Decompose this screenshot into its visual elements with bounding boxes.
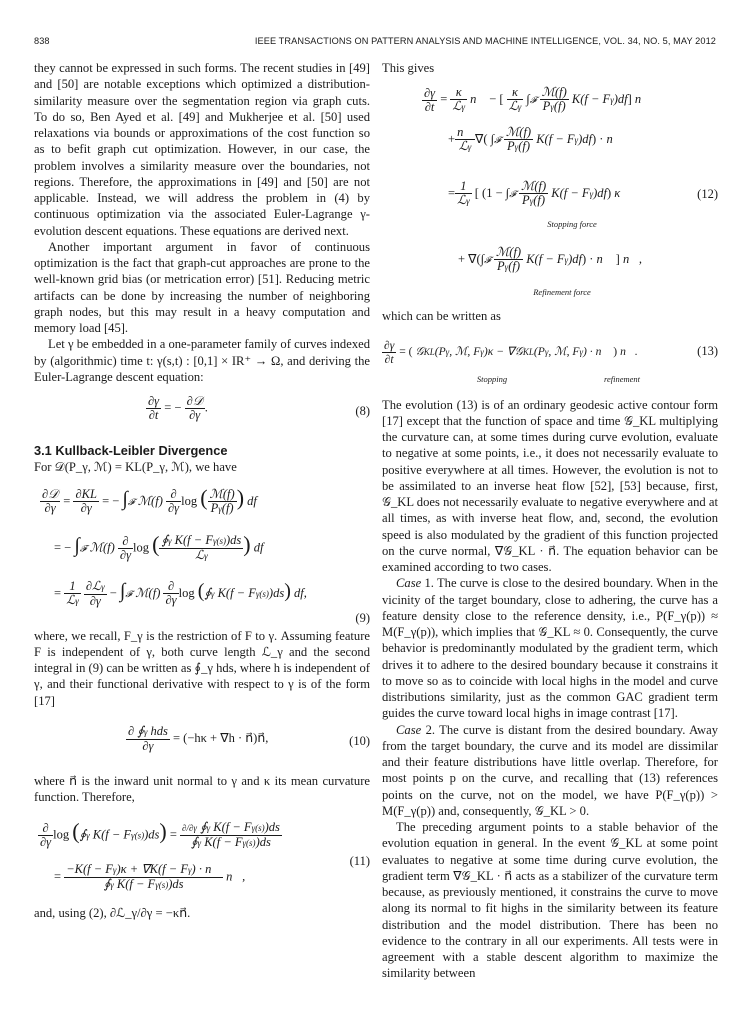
section-title: 3.1 Kullback-Leibler Divergence <box>34 443 228 458</box>
left-paragraph-6: where n⃗ is the inward unit normal to γ and κ its mean curvature function. Therefore, <box>34 773 370 804</box>
equation-9-line-1: $\frac{\text{∂𝒟}}{\partial\gamma}$ = $\frac{\partial KL}{\partial\gamma}$ = − ∫𝓕 ℳ(f) $\frac{\partial}{\partial\gamma}$ log ( $\frac{\text{ℳ(f)}}{P\gamma(f)}$ ) df <box>42 484 257 515</box>
equation-12-line-2: + $\frac{n⃗}{\text{ℒγ}}$ ∇( ∫𝓕 $\frac{\text{ℳ(f)}}{P\gamma(f)}$ K(f − Fγ)df) · n⃗ <box>448 125 623 154</box>
left-paragraph-2: Another important argument in favor of continuous optimization is the fact that graph-cut approaches are prone to the well-known grid bias (or metrication error) [51]. Reducing metric artifacts can be done by increasing the number of neighboring graph nodes, but this may result in a heavy computation and memory load [45]. <box>34 239 370 335</box>
equation-10-body: $\frac{\text{∂ ∮γ hds}}{\partial\gamma}$ = (−hκ + ∇h · n⃗)n⃗, <box>128 723 269 753</box>
left-paragraph-7: and, using (2), ∂ℒ_γ/∂γ = −κn⃗. <box>34 906 191 921</box>
left-paragraph-4: For 𝒟(P_γ, ℳ) = KL(P_γ, ℳ), we have <box>34 460 237 475</box>
equation-9-line-3: = $\frac{1}{\text{ℒγ}}$ $\frac{\text{∂ℒγ}}{\partial\gamma}$ − ∫𝓕 ℳ(f) $\frac{\partial}{\partial\gamma}$ log (∮γ K(f − Fγ(s))ds) df, <box>54 578 307 608</box>
refinement-force-label: Refinement force <box>533 287 591 298</box>
case-2-label: Case <box>396 722 422 737</box>
stopping-force-label: Stopping force <box>547 219 597 230</box>
left-paragraph-3: Let γ be embedded in a one-parameter family of curves indexed by (algorithmic) time t: γ(s,t) : [0,1] × IR⁺ → Ω, and deriving the Euler-Lagrange descent equation: <box>34 337 370 384</box>
equation-10-number: (10) <box>349 733 370 748</box>
right-paragraph-1: This gives <box>382 61 435 75</box>
equation-8-number: (8) <box>355 404 370 418</box>
equation-12 <box>382 76 718 308</box>
stopping-label: Stopping <box>476 373 508 384</box>
equation-8 <box>34 385 370 435</box>
equation-13 <box>382 325 718 397</box>
equation-11-line-2: = $\frac{-K(f - F\gamma)\kappa + \nabla K(f - F\gamma) \cdot n⃗}{\text{∮γ K(f − Fγ(s))ds}}$ n⃗, <box>54 862 246 892</box>
equation-9 <box>34 476 370 628</box>
right-paragraph-6: The preceding argument points to a stable behavior of the evolution equation in general. In the event 𝒢_KL at some point evaluates to negative at some time during curve evolution, the gradient term ∇𝒢_KL · n⃗ acts as a stabilizer of the curvature term because, as previously mentioned, it constrains the curve to move along its normal to fit highs in the similarity between its feature distribution and the model distribution. There has been no evidence to the contrary in all our experiments. All tests were in agreement with a stable descent algorithm to maximize the similarity between <box>382 820 718 981</box>
right-paragraph-case-2 <box>382 722 718 820</box>
equation-10 <box>34 709 370 773</box>
equation-11 <box>34 805 370 905</box>
equation-12-line-1: $\frac{\partial\gamma}{\partial t}$ = $\frac{\kappa}{\text{ℒγ}}$ n⃗ − [ $\frac{\kappa}{\text{ℒγ}}$ ∫𝓕 $\frac{\text{ℳ(f)}}{P\gamma(f)}$ K(f − Fγ)df] n⃗ <box>424 85 651 114</box>
equation-11-line-1: $\frac{\partial}{\partial\gamma}$ log (∮γ K(f − Fγ(s))ds) = $\frac{\text{∂/∂γ ∮γ K(f − Fγ(s))ds}}{\text{∮γ K(f − Fγ(s))ds}}$ <box>40 818 280 850</box>
left-paragraph-1: they cannot be expressed in such forms. The recent studies in [49] and [50] are notable exceptions which optimized a distribution-similarity measure over the segmentation region via graph cuts. To do so, Ben Ayed et al. [49] and Mukherjee et al. [50] used relaxations via bounds or approximations of the cost function so as to befit graph cut optimization. However, in our case, the problem involves a similarity measure over the boundaries, not regions. Therefore, the approximations in [49] and [50] are not applicable. Instead, we will address the problem in (4) by continuous optimization via the associated Euler-Lagrange γ-evolution descent equations. These equations are derived next. <box>34 61 370 238</box>
page-number: 838 <box>34 36 50 46</box>
equation-12-line-3: = $\frac{1}{\text{ℒγ}}$ [ (1 − ∫𝓕 $\frac{\text{ℳ(f)}}{P\gamma(f)}$ K(f − Fγ)df) κ <box>448 179 621 208</box>
page-header <box>34 36 716 50</box>
left-paragraph-5: where, we recall, F_γ is the restriction of F to γ. Assuming feature F is independent of γ, both curve length ℒ_γ and the second integral in (9) can be written as ∮_γ hds, where h is independent of γ, and their functional derivative with respect to γ is of the form [17] <box>34 628 370 708</box>
right-column <box>382 60 718 982</box>
case-1-label: Case <box>396 576 422 591</box>
case-2-text: 2. The curve is distant from the desired boundary. Away from the target boundary, the curve and its model are dissimilar and their feature distributions have little overlap. Therefore, for most points p on the curve, and recalling that (13) references points on the curve, not on the model, we have P(F_γ(p)) > M(F_γ(p)) and, consequently, 𝒢_KL > 0. <box>382 722 718 818</box>
equation-13-number: (13) <box>697 343 718 358</box>
equation-13-body: $\frac{\partial\gamma}{\partial t}$ = ( 𝒢KL(Pγ, ℳ, Fγ)κ − ∇𝒢KL(Pγ, ℳ, Fγ) · n⃗ ) n⃗. <box>384 338 638 366</box>
running-head: IEEE TRANSACTIONS ON PATTERN ANALYSIS AND MACHINE INTELLIGENCE, VOL. 34, NO. 5, MAY 2012 <box>254 36 716 46</box>
equation-12-number: (12) <box>697 187 718 202</box>
case-1-text: 1. The curve is close to the desired boundary. When in the vicinity of the target boundary, close to adhering, the curve has a feature density close to the reference density, i.e., P(F_γ(p)) ≈ M(F_γ(p)), which implies that 𝒢_KL ≈ 0. Consequently, the curve behavior is predominantly modulated by the gradient term, which drives it to adhere to the desired boundary because it constrains it to move so as to coincide with local highs in the model and curve distributions similarity, just as the common GAC gradient term guides the curve toward local highs in image contrast [17]. <box>382 576 718 721</box>
equation-12-line-4: + ∇(∫𝓕 $\frac{\text{ℳ(f)}}{P\gamma(f)}$ K(f − Fγ)df) · n⃗ ] n⃗, <box>458 245 643 274</box>
left-column <box>34 60 370 922</box>
right-paragraph-3: The evolution (13) is of an ordinary geodesic active contour form [17] except that the function of space and time 𝒢_KL multiplying the curvature can, at some times during curve evolution, evaluate to negative at some points, i.e., it does not necessarily evaluate to positive everywhere at all times. However, the evolution is not to be assimilated to an inverse heat flow [52], [53] because, first, 𝒢_KL does not necessarily evaluate to negative everywhere and at all times, as with inverse heat flow, and, second, the evolution speed is also modulated by the gradient of this function projected on the curve normal, ∇𝒢_KL · n⃗. The equation behavior can be examined according to two cases. <box>382 397 718 574</box>
equation-8-body: $\frac{\partial\gamma}{\partial t}$ = − $\frac{\text{∂𝒟}}{\partial\gamma}$ . <box>148 394 208 422</box>
right-paragraph-2: which can be written as <box>382 309 501 324</box>
equation-11-number: (11) <box>349 854 370 869</box>
refinement-label: refinement <box>603 373 641 384</box>
right-paragraph-case-1 <box>382 575 718 721</box>
equation-9-line-2: = − ∫𝓕 ℳ(f) $\frac{\partial}{\partial\gamma}$ log ( $\frac{\text{∮γ K(f − Fγ(s))ds}}{\text{ℒγ}}$ ) df <box>54 530 264 562</box>
equation-9-number: (9) <box>355 610 370 625</box>
